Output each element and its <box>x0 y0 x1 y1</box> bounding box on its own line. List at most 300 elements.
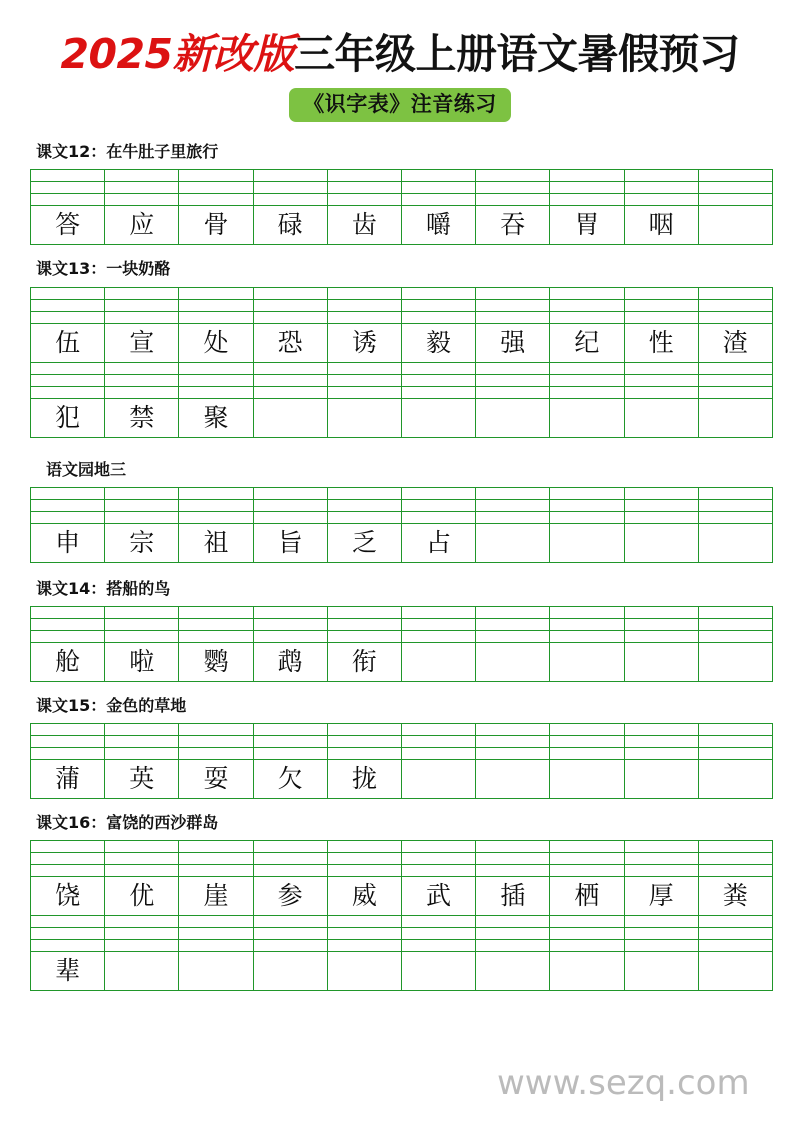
pinyin-write-cell[interactable] <box>105 865 179 877</box>
pinyin-write-cell[interactable] <box>624 362 698 374</box>
pinyin-write-cell[interactable] <box>105 748 179 760</box>
pinyin-write-cell[interactable] <box>327 311 401 323</box>
pinyin-write-cell[interactable] <box>253 194 327 206</box>
pinyin-write-cell[interactable] <box>105 916 179 928</box>
pinyin-write-cell[interactable] <box>550 865 624 877</box>
pinyin-write-cell[interactable] <box>179 841 253 853</box>
pinyin-write-cell[interactable] <box>179 182 253 194</box>
pinyin-write-cell[interactable] <box>401 170 475 182</box>
character-cell: 应 <box>105 206 179 245</box>
pinyin-line-row <box>31 311 773 323</box>
empty-cell <box>476 642 550 681</box>
pinyin-write-cell[interactable] <box>624 724 698 736</box>
pinyin-write-cell[interactable] <box>550 170 624 182</box>
pinyin-write-cell[interactable] <box>253 916 327 928</box>
pinyin-write-cell[interactable] <box>253 287 327 299</box>
pinyin-write-cell[interactable] <box>327 362 401 374</box>
pinyin-write-cell[interactable] <box>698 487 772 499</box>
pinyin-line-row <box>31 606 773 618</box>
pinyin-write-cell[interactable] <box>179 724 253 736</box>
pinyin-write-cell[interactable] <box>476 940 550 952</box>
character-cell: 英 <box>105 760 179 799</box>
pinyin-write-cell[interactable] <box>179 916 253 928</box>
pinyin-write-cell[interactable] <box>179 362 253 374</box>
pinyin-write-cell[interactable] <box>550 299 624 311</box>
pinyin-write-cell[interactable] <box>550 606 624 618</box>
pinyin-write-cell[interactable] <box>327 374 401 386</box>
pinyin-write-cell[interactable] <box>31 841 105 853</box>
pinyin-write-cell[interactable] <box>476 194 550 206</box>
pinyin-write-cell[interactable] <box>698 940 772 952</box>
pinyin-write-cell[interactable] <box>179 287 253 299</box>
pinyin-write-cell[interactable] <box>31 865 105 877</box>
pinyin-write-cell[interactable] <box>698 362 772 374</box>
pinyin-write-cell[interactable] <box>105 362 179 374</box>
pinyin-write-cell[interactable] <box>624 287 698 299</box>
pinyin-write-cell[interactable] <box>105 299 179 311</box>
character-cell: 蒲 <box>31 760 105 799</box>
pinyin-write-cell[interactable] <box>105 724 179 736</box>
pinyin-write-cell[interactable] <box>698 916 772 928</box>
pinyin-write-cell[interactable] <box>31 499 105 511</box>
pinyin-write-cell[interactable] <box>550 311 624 323</box>
pinyin-write-cell[interactable] <box>327 748 401 760</box>
pinyin-write-cell[interactable] <box>698 724 772 736</box>
pinyin-write-cell[interactable] <box>31 487 105 499</box>
pinyin-write-cell[interactable] <box>698 928 772 940</box>
pinyin-write-cell[interactable] <box>31 928 105 940</box>
empty-cell <box>698 760 772 799</box>
pinyin-write-cell[interactable] <box>624 618 698 630</box>
pinyin-write-cell[interactable] <box>698 299 772 311</box>
pinyin-write-cell[interactable] <box>624 736 698 748</box>
pinyin-write-cell[interactable] <box>327 630 401 642</box>
pinyin-write-cell[interactable] <box>476 386 550 398</box>
pinyin-write-cell[interactable] <box>253 724 327 736</box>
pinyin-write-cell[interactable] <box>105 853 179 865</box>
pinyin-write-cell[interactable] <box>550 182 624 194</box>
pinyin-write-cell[interactable] <box>476 736 550 748</box>
pinyin-write-cell[interactable] <box>105 386 179 398</box>
pinyin-write-cell[interactable] <box>401 618 475 630</box>
pinyin-write-cell[interactable] <box>698 853 772 865</box>
pinyin-write-cell[interactable] <box>401 499 475 511</box>
pinyin-write-cell[interactable] <box>253 374 327 386</box>
pinyin-write-cell[interactable] <box>253 386 327 398</box>
pinyin-write-cell[interactable] <box>179 748 253 760</box>
pinyin-write-cell[interactable] <box>327 299 401 311</box>
pinyin-write-cell[interactable] <box>327 182 401 194</box>
character-cell: 啦 <box>105 642 179 681</box>
pinyin-write-cell[interactable] <box>401 736 475 748</box>
character-cell: 吞 <box>476 206 550 245</box>
pinyin-write-cell[interactable] <box>698 606 772 618</box>
pinyin-line-row <box>31 928 773 940</box>
character-grid <box>30 487 773 563</box>
pinyin-write-cell[interactable] <box>401 865 475 877</box>
pinyin-write-cell[interactable] <box>179 499 253 511</box>
pinyin-write-cell[interactable] <box>624 630 698 642</box>
pinyin-write-cell[interactable] <box>550 362 624 374</box>
pinyin-write-cell[interactable] <box>327 170 401 182</box>
pinyin-write-cell[interactable] <box>327 841 401 853</box>
pinyin-line-row <box>31 362 773 374</box>
pinyin-write-cell[interactable] <box>550 736 624 748</box>
pinyin-write-cell[interactable] <box>401 386 475 398</box>
pinyin-write-cell[interactable] <box>698 865 772 877</box>
pinyin-write-cell[interactable] <box>105 606 179 618</box>
pinyin-write-cell[interactable] <box>476 487 550 499</box>
pinyin-write-cell[interactable] <box>105 287 179 299</box>
pinyin-write-cell[interactable] <box>401 511 475 523</box>
pinyin-write-cell[interactable] <box>179 853 253 865</box>
empty-cell <box>624 523 698 562</box>
pinyin-write-cell[interactable] <box>31 170 105 182</box>
empty-cell <box>105 952 179 991</box>
pinyin-write-cell[interactable] <box>179 386 253 398</box>
character-cell: 辈 <box>31 952 105 991</box>
pinyin-write-cell[interactable] <box>31 287 105 299</box>
pinyin-write-cell[interactable] <box>624 865 698 877</box>
pinyin-write-cell[interactable] <box>105 170 179 182</box>
empty-cell <box>624 760 698 799</box>
pinyin-write-cell[interactable] <box>476 362 550 374</box>
pinyin-write-cell[interactable] <box>253 618 327 630</box>
pinyin-write-cell[interactable] <box>105 374 179 386</box>
pinyin-write-cell[interactable] <box>698 841 772 853</box>
pinyin-write-cell[interactable] <box>698 170 772 182</box>
section <box>0 460 800 563</box>
pinyin-write-cell[interactable] <box>31 916 105 928</box>
character-row <box>31 323 773 362</box>
pinyin-write-cell[interactable] <box>179 299 253 311</box>
character-cell: 祖 <box>179 523 253 562</box>
pinyin-write-cell[interactable] <box>624 374 698 386</box>
pinyin-write-cell[interactable] <box>624 853 698 865</box>
pinyin-write-cell[interactable] <box>327 916 401 928</box>
pinyin-write-cell[interactable] <box>401 299 475 311</box>
character-cell: 伍 <box>31 323 105 362</box>
pinyin-write-cell[interactable] <box>698 311 772 323</box>
pinyin-line-row <box>31 940 773 952</box>
pinyin-write-cell[interactable] <box>624 499 698 511</box>
empty-cell <box>550 952 624 991</box>
pinyin-write-cell[interactable] <box>476 299 550 311</box>
character-grid <box>30 287 773 438</box>
pinyin-write-cell[interactable] <box>624 916 698 928</box>
pinyin-write-cell[interactable] <box>31 194 105 206</box>
pinyin-write-cell[interactable] <box>31 511 105 523</box>
pinyin-write-cell[interactable] <box>327 511 401 523</box>
pinyin-write-cell[interactable] <box>476 865 550 877</box>
pinyin-write-cell[interactable] <box>550 374 624 386</box>
pinyin-write-cell[interactable] <box>253 487 327 499</box>
pinyin-write-cell[interactable] <box>698 748 772 760</box>
watermark: www.sezq.com <box>497 1063 750 1103</box>
pinyin-write-cell[interactable] <box>31 748 105 760</box>
pinyin-write-cell[interactable] <box>476 311 550 323</box>
pinyin-write-cell[interactable] <box>105 182 179 194</box>
pinyin-write-cell[interactable] <box>179 606 253 618</box>
pinyin-write-cell[interactable] <box>253 606 327 618</box>
pinyin-write-cell[interactable] <box>327 194 401 206</box>
pinyin-write-cell[interactable] <box>179 618 253 630</box>
pinyin-write-cell[interactable] <box>105 940 179 952</box>
pinyin-line-row <box>31 748 773 760</box>
pinyin-write-cell[interactable] <box>253 170 327 182</box>
pinyin-write-cell[interactable] <box>476 618 550 630</box>
section <box>0 579 800 682</box>
pinyin-write-cell[interactable] <box>31 724 105 736</box>
pinyin-write-cell[interactable] <box>550 287 624 299</box>
pinyin-write-cell[interactable] <box>105 630 179 642</box>
character-cell: 申 <box>31 523 105 562</box>
pinyin-write-cell[interactable] <box>179 928 253 940</box>
pinyin-write-cell[interactable] <box>476 853 550 865</box>
character-cell: 齿 <box>327 206 401 245</box>
pinyin-write-cell[interactable] <box>31 736 105 748</box>
pinyin-write-cell[interactable] <box>624 299 698 311</box>
pinyin-write-cell[interactable] <box>550 194 624 206</box>
pinyin-write-cell[interactable] <box>401 362 475 374</box>
pinyin-write-cell[interactable] <box>476 287 550 299</box>
pinyin-write-cell[interactable] <box>253 841 327 853</box>
empty-cell <box>476 952 550 991</box>
pinyin-write-cell[interactable] <box>401 940 475 952</box>
pinyin-write-cell[interactable] <box>327 724 401 736</box>
subtitle-container <box>0 88 800 122</box>
pinyin-write-cell[interactable] <box>401 748 475 760</box>
pinyin-write-cell[interactable] <box>401 724 475 736</box>
pinyin-write-cell[interactable] <box>401 841 475 853</box>
section-heading: 课文15：金色的草地 <box>36 695 187 715</box>
pinyin-write-cell[interactable] <box>401 311 475 323</box>
character-cell: 厚 <box>624 877 698 916</box>
pinyin-write-cell[interactable] <box>31 311 105 323</box>
pinyin-write-cell[interactable] <box>624 386 698 398</box>
pinyin-write-cell[interactable] <box>401 487 475 499</box>
pinyin-write-cell[interactable] <box>624 606 698 618</box>
pinyin-write-cell[interactable] <box>698 499 772 511</box>
pinyin-line-row <box>31 386 773 398</box>
pinyin-write-cell[interactable] <box>476 724 550 736</box>
pinyin-write-cell[interactable] <box>253 311 327 323</box>
pinyin-write-cell[interactable] <box>624 940 698 952</box>
pinyin-write-cell[interactable] <box>253 865 327 877</box>
pinyin-write-cell[interactable] <box>327 386 401 398</box>
pinyin-write-cell[interactable] <box>327 940 401 952</box>
pinyin-write-cell[interactable] <box>476 916 550 928</box>
character-row <box>31 398 773 437</box>
pinyin-write-cell[interactable] <box>550 386 624 398</box>
pinyin-write-cell[interactable] <box>327 487 401 499</box>
pinyin-write-cell[interactable] <box>105 736 179 748</box>
pinyin-write-cell[interactable] <box>550 928 624 940</box>
pinyin-write-cell[interactable] <box>253 853 327 865</box>
pinyin-write-cell[interactable] <box>550 853 624 865</box>
pinyin-write-cell[interactable] <box>105 194 179 206</box>
character-cell: 处 <box>179 323 253 362</box>
pinyin-write-cell[interactable] <box>550 487 624 499</box>
pinyin-write-cell[interactable] <box>401 630 475 642</box>
pinyin-line-row <box>31 853 773 865</box>
pinyin-write-cell[interactable] <box>179 170 253 182</box>
pinyin-write-cell[interactable] <box>179 511 253 523</box>
character-cell: 渣 <box>698 323 772 362</box>
pinyin-line-row <box>31 374 773 386</box>
pinyin-write-cell[interactable] <box>698 287 772 299</box>
pinyin-write-cell[interactable] <box>253 499 327 511</box>
character-cell: 参 <box>253 877 327 916</box>
pinyin-write-cell[interactable] <box>327 618 401 630</box>
sections-root <box>0 142 800 1005</box>
pinyin-write-cell[interactable] <box>105 487 179 499</box>
page-title <box>0 0 800 78</box>
pinyin-write-cell[interactable] <box>31 182 105 194</box>
pinyin-write-cell[interactable] <box>31 940 105 952</box>
pinyin-write-cell[interactable] <box>179 374 253 386</box>
pinyin-write-cell[interactable] <box>698 511 772 523</box>
character-cell: 插 <box>476 877 550 916</box>
pinyin-write-cell[interactable] <box>105 511 179 523</box>
empty-cell <box>624 952 698 991</box>
character-cell: 崖 <box>179 877 253 916</box>
pinyin-write-cell[interactable] <box>401 928 475 940</box>
character-row <box>31 760 773 799</box>
pinyin-write-cell[interactable] <box>698 182 772 194</box>
pinyin-write-cell[interactable] <box>327 865 401 877</box>
pinyin-write-cell[interactable] <box>253 362 327 374</box>
pinyin-write-cell[interactable] <box>179 194 253 206</box>
pinyin-write-cell[interactable] <box>476 182 550 194</box>
section-gap <box>0 563 800 579</box>
pinyin-write-cell[interactable] <box>31 606 105 618</box>
pinyin-write-cell[interactable] <box>327 736 401 748</box>
pinyin-write-cell[interactable] <box>327 287 401 299</box>
character-grid <box>30 606 773 682</box>
empty-cell <box>476 398 550 437</box>
pinyin-write-cell[interactable] <box>401 374 475 386</box>
pinyin-write-cell[interactable] <box>401 182 475 194</box>
pinyin-line-row <box>31 299 773 311</box>
character-cell: 欠 <box>253 760 327 799</box>
pinyin-write-cell[interactable] <box>550 724 624 736</box>
pinyin-write-cell[interactable] <box>476 170 550 182</box>
pinyin-write-cell[interactable] <box>31 374 105 386</box>
pinyin-write-cell[interactable] <box>253 928 327 940</box>
pinyin-write-cell[interactable] <box>179 865 253 877</box>
pinyin-write-cell[interactable] <box>698 618 772 630</box>
pinyin-write-cell[interactable] <box>550 618 624 630</box>
pinyin-write-cell[interactable] <box>476 841 550 853</box>
pinyin-write-cell[interactable] <box>624 748 698 760</box>
character-cell: 舱 <box>31 642 105 681</box>
character-row <box>31 523 773 562</box>
pinyin-write-cell[interactable] <box>253 299 327 311</box>
pinyin-write-cell[interactable] <box>105 618 179 630</box>
pinyin-write-cell[interactable] <box>31 386 105 398</box>
pinyin-line-row <box>31 841 773 853</box>
empty-cell <box>698 206 772 245</box>
pinyin-write-cell[interactable] <box>550 841 624 853</box>
pinyin-write-cell[interactable] <box>253 736 327 748</box>
pinyin-write-cell[interactable] <box>327 928 401 940</box>
pinyin-write-cell[interactable] <box>31 630 105 642</box>
pinyin-write-cell[interactable] <box>476 928 550 940</box>
pinyin-line-row <box>31 916 773 928</box>
pinyin-write-cell[interactable] <box>253 630 327 642</box>
pinyin-write-cell[interactable] <box>476 374 550 386</box>
pinyin-write-cell[interactable] <box>327 499 401 511</box>
pinyin-write-cell[interactable] <box>550 499 624 511</box>
pinyin-write-cell[interactable] <box>179 630 253 642</box>
pinyin-write-cell[interactable] <box>624 182 698 194</box>
pinyin-write-cell[interactable] <box>105 841 179 853</box>
pinyin-write-cell[interactable] <box>624 487 698 499</box>
empty-cell <box>550 523 624 562</box>
pinyin-write-cell[interactable] <box>624 311 698 323</box>
pinyin-write-cell[interactable] <box>550 630 624 642</box>
pinyin-write-cell[interactable] <box>327 606 401 618</box>
empty-cell <box>624 398 698 437</box>
pinyin-write-cell[interactable] <box>179 487 253 499</box>
pinyin-write-cell[interactable] <box>401 606 475 618</box>
pinyin-write-cell[interactable] <box>698 630 772 642</box>
pinyin-write-cell[interactable] <box>253 940 327 952</box>
pinyin-write-cell[interactable] <box>624 170 698 182</box>
pinyin-write-cell[interactable] <box>476 630 550 642</box>
pinyin-write-cell[interactable] <box>698 374 772 386</box>
pinyin-write-cell[interactable] <box>698 194 772 206</box>
pinyin-write-cell[interactable] <box>179 311 253 323</box>
pinyin-write-cell[interactable] <box>550 916 624 928</box>
pinyin-write-cell[interactable] <box>31 299 105 311</box>
pinyin-write-cell[interactable] <box>401 287 475 299</box>
pinyin-write-cell[interactable] <box>105 311 179 323</box>
pinyin-write-cell[interactable] <box>624 928 698 940</box>
pinyin-write-cell[interactable] <box>401 916 475 928</box>
pinyin-write-cell[interactable] <box>179 736 253 748</box>
pinyin-write-cell[interactable] <box>476 606 550 618</box>
pinyin-write-cell[interactable] <box>550 748 624 760</box>
pinyin-write-cell[interactable] <box>31 853 105 865</box>
pinyin-write-cell[interactable] <box>401 194 475 206</box>
pinyin-write-cell[interactable] <box>105 499 179 511</box>
pinyin-write-cell[interactable] <box>624 841 698 853</box>
pinyin-write-cell[interactable] <box>253 748 327 760</box>
pinyin-write-cell[interactable] <box>698 736 772 748</box>
pinyin-write-cell[interactable] <box>105 928 179 940</box>
pinyin-write-cell[interactable] <box>31 362 105 374</box>
pinyin-write-cell[interactable] <box>253 182 327 194</box>
pinyin-write-cell[interactable] <box>624 194 698 206</box>
pinyin-write-cell[interactable] <box>31 618 105 630</box>
character-cell: 答 <box>31 206 105 245</box>
pinyin-write-cell[interactable] <box>253 511 327 523</box>
pinyin-write-cell[interactable] <box>550 511 624 523</box>
pinyin-write-cell[interactable] <box>476 748 550 760</box>
pinyin-write-cell[interactable] <box>401 853 475 865</box>
pinyin-write-cell[interactable] <box>476 511 550 523</box>
pinyin-write-cell[interactable] <box>327 853 401 865</box>
pinyin-write-cell[interactable] <box>476 499 550 511</box>
pinyin-line-row <box>31 499 773 511</box>
pinyin-write-cell[interactable] <box>624 511 698 523</box>
pinyin-write-cell[interactable] <box>179 940 253 952</box>
empty-cell <box>550 642 624 681</box>
pinyin-write-cell[interactable] <box>550 940 624 952</box>
pinyin-write-cell[interactable] <box>698 386 772 398</box>
